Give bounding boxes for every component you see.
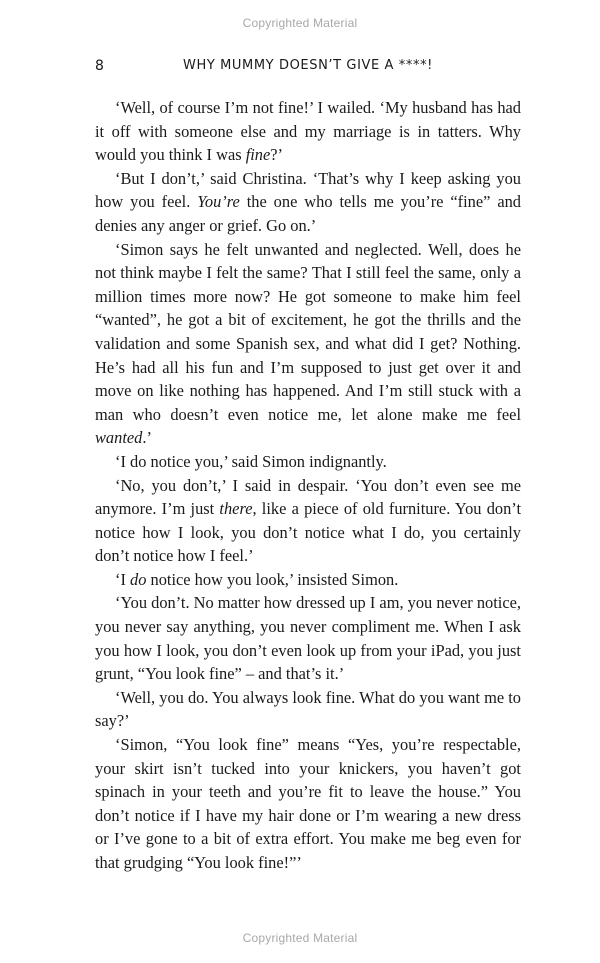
emphasis-text: there: [219, 499, 253, 519]
text-run: ?’: [270, 145, 284, 165]
paragraph: [95, 474, 521, 568]
emphasis-text: do: [130, 569, 147, 589]
paragraph: [95, 96, 521, 167]
text-run: ‘But I don’t,’ said Christina. ‘That’s why I keep asking you how you feel.: [95, 168, 521, 212]
paragraph: [95, 733, 521, 875]
copyright-watermark-top: Copyrighted Material: [242, 16, 358, 30]
text-run: ‘You don’t. No matter how dressed up I am, you never notice, you never say anything, you never compliment me. When I ask you how I look, you don’t even look up from your iPad, you just grunt, “You look fine” – and that’s it.’: [95, 593, 521, 684]
paragraph: [95, 238, 521, 450]
emphasis-text: fine: [245, 145, 271, 165]
paragraph: [95, 568, 521, 592]
text-run: , like a piece of old furniture. You don’t notice how I look, you don’t notice what I do, you certainly don’t notice how I feel.’: [95, 499, 521, 566]
text-run: ‘Simon says he felt unwanted and neglected. Well, does he not think maybe I felt the same? That I still feel the same, only a million times more now? He got someone to make him feel “wanted”, he got a bit of excitement, he got the thrills and the validation and some Spanish sex, and what did I get? Nothing. He’s had all his fun and I’m supposed to just get over it and move on like nothing has happened. And I’m still stuck with a man who doesn’t even notice me, let alone make me feel: [95, 239, 521, 424]
text-run: ‘Well, of course I’m not fine!’ I wailed. ‘My husband has had it off with someone else and my marriage is in tatters. Why would you think I was: [95, 98, 521, 165]
text-run: notice how you look,’ insisted Simon.: [146, 569, 399, 589]
emphasis-text: wanted: [95, 428, 143, 448]
text-run: ‘No, you don’t,’ I said in despair. ‘You don’t even see me anymore. I’m just: [95, 475, 521, 519]
paragraph: [95, 686, 521, 733]
paragraph: [95, 450, 521, 474]
paragraph: [95, 591, 521, 685]
text-run: the one who tells me you’re “fine” and denies any anger or grief. Go on.’: [95, 192, 521, 235]
text-run: ‘I do notice you,’ said Simon indignantly.: [115, 451, 387, 471]
text-run: ‘Well, you do. You always look fine. What do you want me to say?’: [95, 687, 521, 731]
running-header: [95, 58, 521, 78]
body-text: [95, 96, 521, 875]
text-run: ‘Simon, “You look fine” means “Yes, you’re respectable, your skirt isn’t tucked into your knickers, you haven’t got spinach in your teeth and you’re fit to leave the house.” You don’t notice if I have my hair done or I’m wearing a new dress or I’ve gone to a bit of extra effort. You make me beg even for that grudging “You look fine!”’: [95, 735, 521, 872]
text-run: ‘I: [115, 569, 131, 589]
emphasis-text: You’re: [197, 192, 240, 212]
copyright-watermark-bottom: Copyrighted Material: [242, 931, 358, 945]
running-title: WHY MUMMY DOESN’T GIVE A ****!: [183, 58, 433, 73]
text-run: .’: [142, 428, 152, 448]
page-number: 8: [95, 58, 104, 74]
paragraph: [95, 167, 521, 238]
